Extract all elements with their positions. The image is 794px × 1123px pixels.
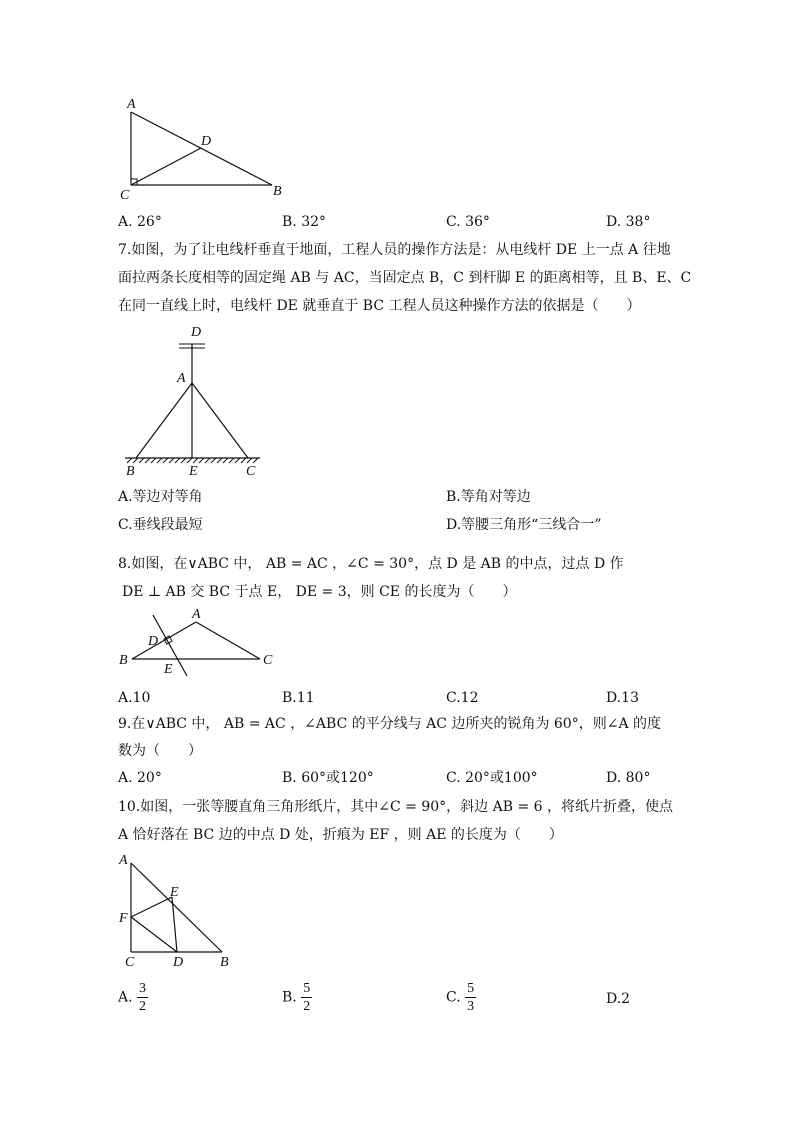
fig8-label-c: C [263, 653, 273, 668]
q9-text-line-2: 数为（ ） [118, 743, 202, 759]
fig10-label-d: D [173, 955, 184, 970]
q10-text-line-1: 10.如图，一张等腰直角三角形纸片，其中∠C = 90°，斜边 AB = 6 ，将纸片折叠，使点 [118, 799, 673, 815]
q7-figure [115, 320, 275, 480]
fig10-label-e: E [170, 885, 179, 900]
q10-option-a[interactable] [118, 980, 148, 1015]
q10-option-a-denominator: 2 [139, 999, 147, 1014]
q10-text-line-2: A 恰好落在 BC 边的中点 D 处，折痕为 EF ，则 AE 的长度为（ ） [118, 827, 563, 843]
q7-text-line-3: 在同一直线上时，电线杆 DE 就垂直于 BC 工程人员这种操作方法的依据是（ ） [118, 298, 641, 314]
q9-option-a[interactable]: A. 20° [118, 770, 162, 786]
fig8-label-d: D [148, 634, 159, 649]
fig6-label-c: C [120, 188, 130, 203]
fig7-label-d: D [191, 325, 202, 340]
q10-option-c[interactable] [446, 980, 476, 1015]
q7-text-line-1: 7.如图，为了让电线杆垂直于地面，工程人员的操作方法是：从电线杆 DE 上一点 A 往地 [118, 242, 671, 258]
q9-text-line-1: 9.在∨ABC 中， AB = AC ，∠ABC 的平分线与 AC 边所夹的锐角为 60°，则∠A 的度 [118, 716, 662, 732]
fig7-label-e: E [189, 464, 198, 479]
fig7-label-a: A [177, 371, 186, 386]
q6-option-a[interactable]: A. 26° [118, 214, 162, 230]
q10-option-b-fraction [301, 980, 312, 1015]
fig7-label-c: C [246, 464, 256, 479]
q8-option-a[interactable]: A.10 [118, 690, 151, 706]
q9-option-d[interactable]: D. 80° [606, 770, 651, 786]
fig8-label-e: E [164, 662, 173, 677]
q7-option-d[interactable]: D.等腰三角形“三线合一” [446, 517, 602, 533]
q10-option-d[interactable]: D.2 [606, 991, 631, 1007]
q7-option-b[interactable]: B.等角对等边 [446, 489, 531, 505]
q9-option-c[interactable]: C. 20°或100° [446, 770, 538, 786]
q8-option-b[interactable]: B.11 [282, 690, 315, 706]
fig7-label-b: B [126, 464, 135, 479]
fig10-label-b: B [220, 955, 229, 970]
q6-option-d[interactable]: D. 38° [606, 214, 651, 230]
fig6-label-a: A [127, 97, 136, 112]
q8-option-c[interactable]: C.12 [446, 690, 479, 706]
fig8-label-a: A [192, 607, 201, 622]
q10-option-a-fraction [137, 980, 148, 1015]
q8-text-line-2: DE ⊥ AB 交 BC 于点 E， DE = 3，则 CE 的长度为（ ） [122, 584, 517, 600]
q10-option-b-prefix: B. [282, 989, 297, 1006]
q10-option-b[interactable] [282, 980, 312, 1015]
q10-option-c-fraction [465, 980, 476, 1015]
q8-option-d[interactable]: D.13 [606, 690, 639, 706]
q10-option-b-numerator: 5 [303, 981, 311, 996]
q6-option-c[interactable]: C. 36° [446, 214, 490, 230]
q10-option-a-prefix: A. [118, 989, 133, 1006]
q10-option-c-numerator: 5 [467, 981, 475, 996]
q8-text-line-1: 8.如图，在∨ABC 中， AB = AC ，∠C = 30°，点 D 是 AB 的中点，过点 D 作 [118, 556, 624, 572]
q10-option-c-denominator: 3 [467, 999, 475, 1014]
q7-text-line-2: 面拉两条长度相等的固定绳 AB 与 AC，当固定点 B，C 到杆脚 E 的距离相等，且 B、E、C [118, 270, 692, 286]
q10-option-c-prefix: C. [446, 989, 461, 1006]
q10-option-a-numerator: 3 [139, 981, 147, 996]
fig10-label-f: F [119, 911, 128, 926]
q7-option-c[interactable]: C.垂线段最短 [118, 517, 203, 533]
q10-option-b-denominator: 2 [303, 999, 311, 1014]
fig10-label-c: C [125, 955, 135, 970]
fig6-label-b: B [273, 184, 282, 199]
fig6-label-d: D [201, 134, 212, 149]
q9-option-b[interactable]: B. 60°或120° [282, 770, 374, 786]
q6-figure [115, 92, 295, 207]
q10-figure [115, 850, 245, 972]
q6-option-b[interactable]: B. 32° [282, 214, 327, 230]
q7-option-a[interactable]: A.等边对等角 [118, 489, 203, 505]
fig10-label-a: A [119, 853, 128, 868]
q8-figure [115, 605, 285, 680]
fig8-label-b: B [119, 653, 128, 668]
